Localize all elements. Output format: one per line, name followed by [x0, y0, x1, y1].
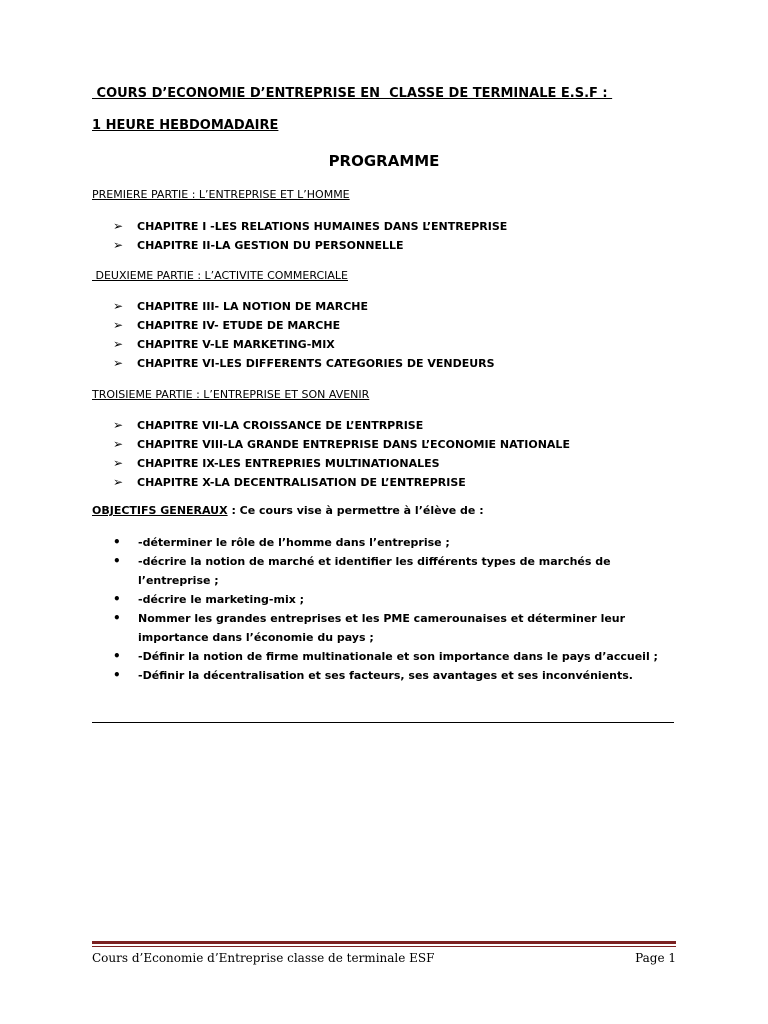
bullet-icon: • [113, 554, 121, 568]
objective-item: • Nommer les grandes entreprises et les PME camerounaises et déterminer leur importance dans l’économie du pays ; [113, 609, 683, 647]
objective-item: • -Définir la notion de firme multinationale et son importance dans le pays d’accueil ; [113, 647, 683, 666]
arrow-bullet-icon: ➢ [113, 356, 124, 370]
bullet-icon: • [113, 649, 121, 663]
chapter-item: ➢ CHAPITRE I -LES RELATIONS HUMAINES DANS L’ENTREPRISE [113, 217, 507, 236]
arrow-bullet-icon: ➢ [113, 456, 124, 470]
objective-item: • -décrire le marketing-mix ; [113, 590, 683, 609]
course-title: COURS D’ECONOMIE D’ENTREPRISE EN CLASSE DE TERMINALE E.S.F : [92, 86, 613, 101]
arrow-bullet-icon: ➢ [113, 299, 124, 313]
part-2-chapters [113, 297, 495, 373]
bullet-icon: • [113, 592, 121, 606]
chapter-item: ➢ CHAPITRE II-LA GESTION DU PERSONNELLE [113, 236, 507, 255]
objective-item: • -Définir la décentralisation et ses facteurs, ses avantages et ses inconvénients. [113, 666, 683, 685]
part-2-title: DEUXIEME PARTIE : L’ACTIVITE COMMERCIALE [92, 269, 348, 282]
objectives-intro: : Ce cours vise à permettre à l’élève de : [227, 504, 484, 517]
objective-item: • -déterminer le rôle de l’homme dans l’entreprise ; [113, 533, 683, 552]
part-1-title: PREMIERE PARTIE : L’ENTREPRISE ET L’HOMME [92, 188, 350, 201]
arrow-bullet-icon: ➢ [113, 238, 124, 252]
horizontal-rule [92, 722, 674, 723]
footer-rule-thick [92, 941, 676, 944]
arrow-bullet-icon: ➢ [113, 475, 124, 489]
objective-item: • -décrire la notion de marché et identifier les différents types de marchés de l’entreprise ; [113, 552, 683, 590]
arrow-bullet-icon: ➢ [113, 437, 124, 451]
arrow-bullet-icon: ➢ [113, 337, 124, 351]
chapter-item: ➢ CHAPITRE IX-LES ENTREPRIES MULTINATIONALES [113, 454, 570, 473]
chapter-item: ➢ CHAPITRE V-LE MARKETING-MIX [113, 335, 495, 354]
chapter-item: ➢ CHAPITRE VI-LES DIFFERENTS CATEGORIES DE VENDEURS [113, 354, 495, 373]
footer-text: Cours d’Economie d’Entreprise classe de terminale ESF [92, 951, 435, 965]
chapter-item: ➢ CHAPITRE X-LA DECENTRALISATION DE L’ENTREPRISE [113, 473, 570, 492]
arrow-bullet-icon: ➢ [113, 318, 124, 332]
bullet-icon: • [113, 535, 121, 549]
bullet-icon: • [113, 611, 121, 625]
chapter-item: ➢ CHAPITRE VII-LA CROISSANCE DE L’ENTRPRISE [113, 416, 570, 435]
objectives-list [113, 533, 683, 685]
part-1-chapters [113, 217, 507, 255]
objectives-heading [92, 504, 484, 517]
part-3-chapters [113, 416, 570, 492]
chapter-item: ➢ CHAPITRE IV- ETUDE DE MARCHE [113, 316, 495, 335]
page-number: Page 1 [635, 951, 676, 965]
arrow-bullet-icon: ➢ [113, 418, 124, 432]
weekly-hours: 1 HEURE HEBDOMADAIRE [92, 118, 279, 133]
arrow-bullet-icon: ➢ [113, 219, 124, 233]
chapter-item: ➢ CHAPITRE III- LA NOTION DE MARCHE [113, 297, 495, 316]
chapter-item: ➢ CHAPITRE VIII-LA GRANDE ENTREPRISE DANS L’ECONOMIE NATIONALE [113, 435, 570, 454]
objectives-label: OBJECTIFS GENERAUX [92, 504, 228, 517]
part-3-title: TROISIEME PARTIE : L’ENTREPRISE ET SON AVENIR [92, 388, 370, 401]
footer-rule-thin [92, 946, 676, 947]
programme-heading: PROGRAMME [328, 152, 440, 170]
bullet-icon: • [113, 668, 121, 682]
